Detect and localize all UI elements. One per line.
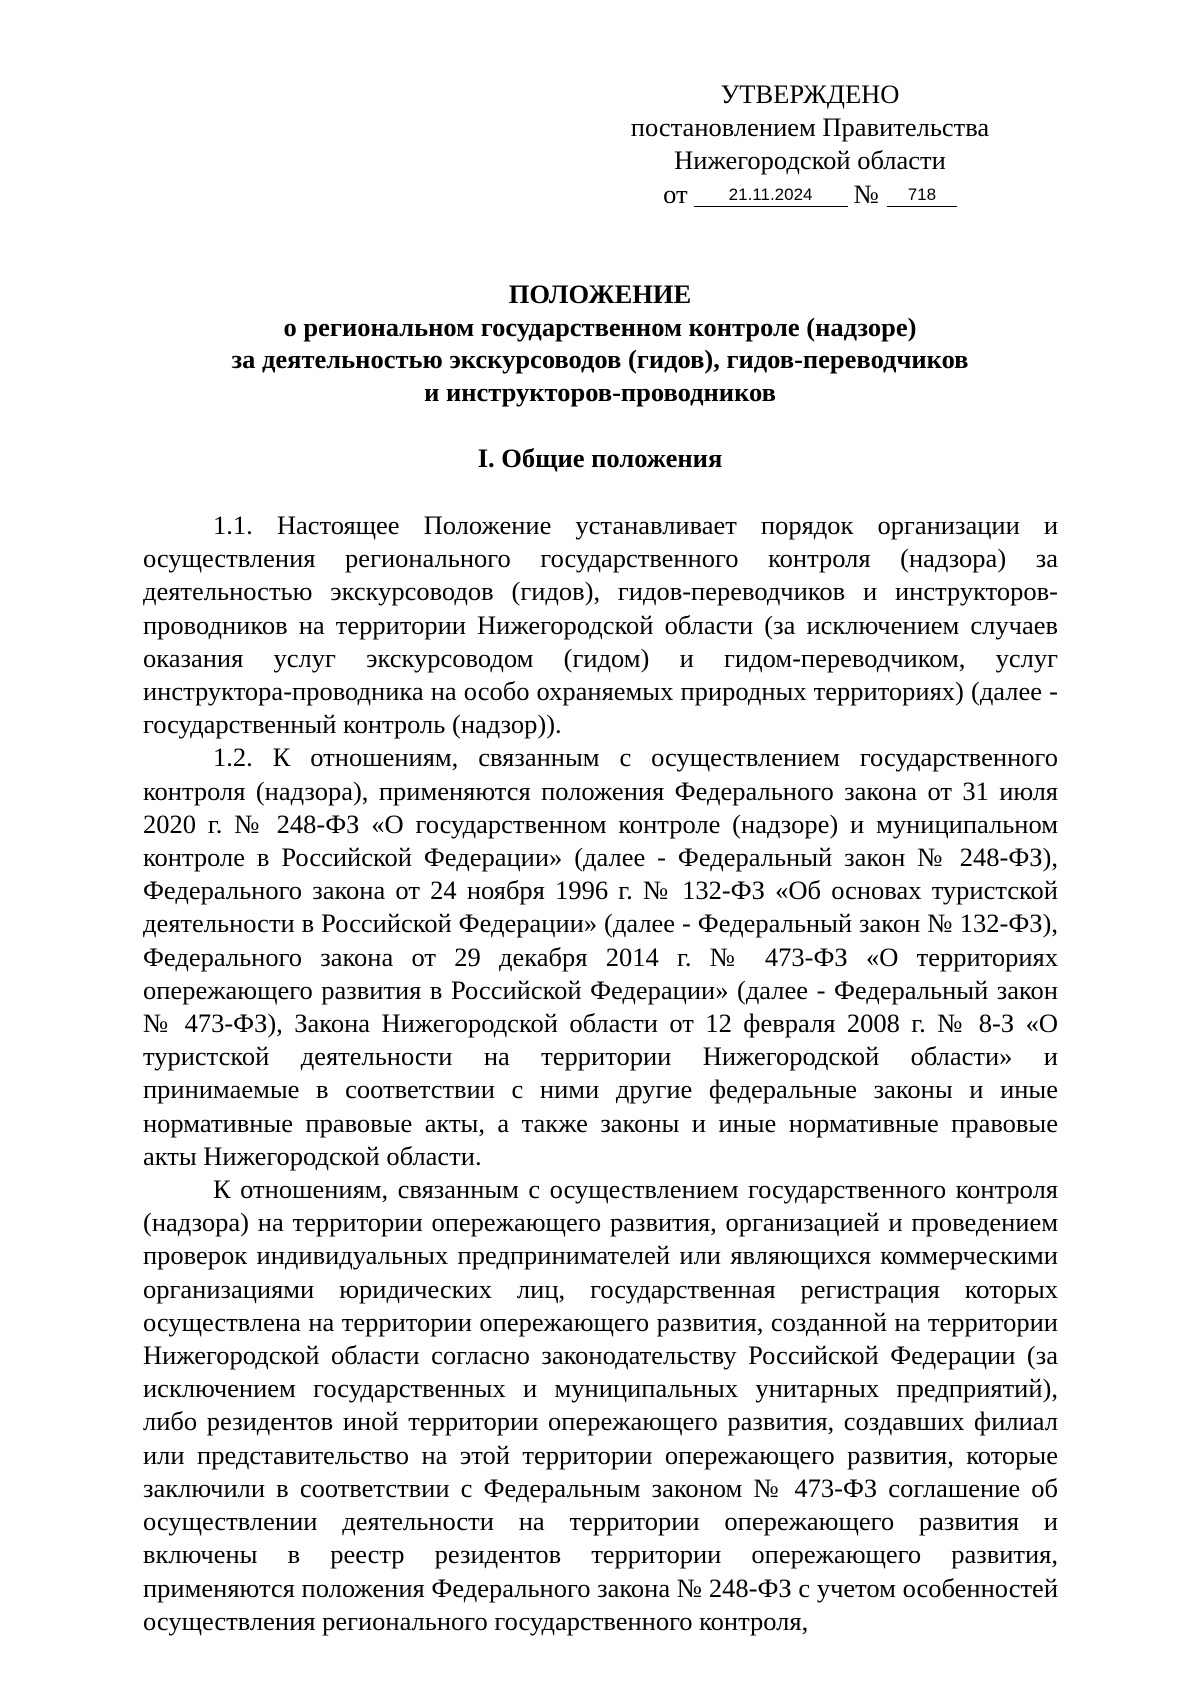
approval-reference-line [590,178,1030,211]
paragraph-1-2: 1.2. К отношениям, связанным с осуществлением государственного контроля (надзора), применяются положения Федерального закона от 31 июля 2020 г. № 248-ФЗ «О государственном контроле (надзоре) и муниципальном контроле в Российской Федерации» (далее - Федеральный закон № 248-ФЗ), Федерального закона от 24 ноября 1996 г. № 132-ФЗ «Об основах туристской деятельности в Российской Федерации» (далее - Федеральный закон № 132-ФЗ), Федерального закона от 29 декабря 2014 г. № 473-ФЗ «О территориях опережающего развития в Российской Федерации» (далее - Федеральный закон № 473-ФЗ), Закона Нижегородской области от 12 февраля 2008 г. № 8-З «О туристской деятельности на территории Нижегородской области» и принимаемые в соответствии с ними другие федеральные законы и иные нормативные правовые акты, а также законы и иные нормативные правовые акты Нижегородской области. [143,742,1058,1171]
title-line-3: за деятельностью экскурсоводов (гидов), гидов-переводчиков [231,344,969,374]
approval-stamp-block [590,78,1030,211]
document-title [130,278,1070,408]
date-prefix: от [663,179,688,209]
section-heading: I. Общие положения [477,443,723,473]
section-body [143,509,1058,1638]
number-prefix: № [853,179,879,209]
approval-by-line1: постановлением Правительства [630,112,990,142]
approval-by-line2: Нижегородской области [674,145,946,175]
title-line-4: и инструкторов-проводников [424,376,776,407]
approval-number: 718 [887,184,957,207]
approval-date: 21.11.2024 [694,184,848,207]
approval-status: УТВЕРЖДЕНО [720,79,900,109]
title-line-2: о региональном государственном контроле (надзоре) [283,311,917,342]
paragraph-1-1: 1.1. Настоящее Положение устанавливает порядок организации и осуществления регионального государственного контроля (надзора) за деятельностью экскурсоводов (гидов), гидов-переводчиков и инструкторов-проводников на территории Нижегородской области (за исключением случаев оказания услуг экскурсоводом (гидом) и гидом-переводчиком, услуг инструктора-проводника на особо охраняемых природных территориях) (далее - государственный контроль (надзор)). [143,510,1058,740]
title-line-1: ПОЛОЖЕНИЕ [508,279,692,309]
paragraph-1-2-cont: К отношениям, связанным с осуществлением государственного контроля (надзора) на территории опережающего развития, организацией и проведением проверок индивидуальных предпринимателей или являющихся коммерческими организациями юридических лиц, государственная регистрация которых осуществлена на территории опережающего развития, созданной на территории Нижегородской области согласно законодательству Российской Федерации (за исключением государственных и муниципальных унитарных предприятий), либо резидентов иной территории опережающего развития, создавших филиал или представительство на этой территории опережающего развития, которые заключили в соответствии с Федеральным законом № 473-ФЗ соглашение об осуществлении деятельности на территории опережающего развития и включены в реестр резидентов территории опережающего развития, применяются положения Федерального закона № 248-ФЗ с учетом особенностей осуществления регионального государственного контроля, [143,1174,1058,1636]
